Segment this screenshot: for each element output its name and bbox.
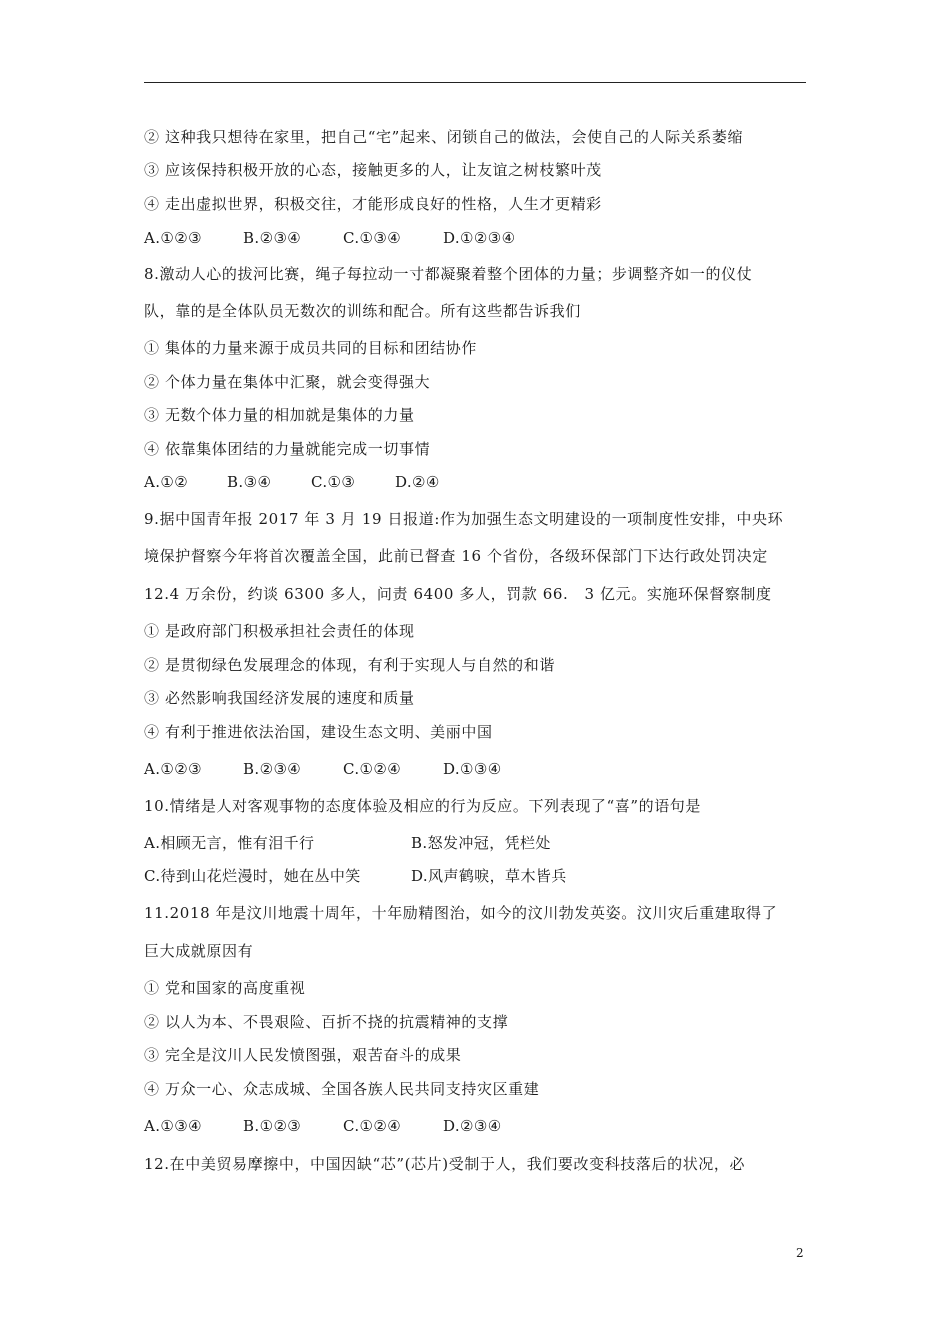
q7-option-c: C.①③④ <box>343 229 402 247</box>
q11-stem-line-2: 巨大成就原因有 <box>144 942 254 960</box>
q10-option-b: B.怒发冲冠，凭栏处 <box>411 834 551 852</box>
q11-option-b: B.①②③ <box>243 1117 302 1135</box>
q12-stem-line-1: 12.在中美贸易摩擦中，中国因缺“芯”(芯片)受制于人，我们要改变科技落后的状况，必 <box>144 1155 746 1173</box>
q9-statement-3: ③ 必然影响我国经济发展的速度和质量 <box>144 689 415 707</box>
q9-stem-line-2: 境保护督察今年将首次覆盖全国，此前已督查 16 个省份，各级环保部门下达行政处罚决定 <box>144 547 768 565</box>
q9-stem-line-3: 12.4 万余份，约谈 6300 多人，问责 6400 多人，罚款 66. 3 亿元。实施环保督察制度 <box>144 585 772 603</box>
q8-statement-3: ③ 无数个体力量的相加就是集体的力量 <box>144 406 415 424</box>
q10-option-d: D.风声鹤唳，草木皆兵 <box>411 867 567 885</box>
q9-option-c: C.①②④ <box>343 760 402 778</box>
q11-statement-2: ② 以人为本、不畏艰险、百折不挠的抗震精神的支撑 <box>144 1013 509 1031</box>
q8-option-d: D.②④ <box>395 473 440 491</box>
q8-option-c: C.①③ <box>311 473 356 491</box>
q8-statement-4: ④ 依靠集体团结的力量就能完成一切事情 <box>144 440 431 458</box>
q10-stem: 10.情绪是人对客观事物的态度体验及相应的行为反应。下列表现了“喜”的语句是 <box>144 797 701 815</box>
q8-option-a: A.①② <box>144 473 189 491</box>
q11-statement-4: ④ 万众一心、众志成城、全国各族人民共同支持灾区重建 <box>144 1080 540 1098</box>
q8-statement-2: ② 个体力量在集体中汇聚，就会变得强大 <box>144 373 431 391</box>
q11-option-d: D.②③④ <box>443 1117 502 1135</box>
q8-statement-1: ① 集体的力量来源于成员共同的目标和团结协作 <box>144 339 477 357</box>
q10-option-a: A.相顾无言，惟有泪千行 <box>144 834 315 852</box>
q9-statement-2: ② 是贯彻绿色发展理念的体现，有利于实现人与自然的和谐 <box>144 656 555 674</box>
q11-statement-3: ③ 完全是汶川人民发愤图强，艰苦奋斗的成果 <box>144 1046 462 1064</box>
q7-statement-4: ④ 走出虚拟世界，积极交往，才能形成良好的性格，人生才更精彩 <box>144 195 602 213</box>
q7-option-b: B.②③④ <box>243 229 302 247</box>
q8-stem-line-2: 队，靠的是全体队员无数次的训练和配合。所有这些都告诉我们 <box>144 302 581 320</box>
q11-stem-line-1: 11.2018 年是汶川地震十周年，十年励精图治，如今的汶川勃发英姿。汶川灾后重建取得了 <box>144 904 778 922</box>
page-number: 2 <box>796 1246 804 1260</box>
q11-option-c: C.①②④ <box>343 1117 402 1135</box>
q11-option-a: A.①③④ <box>144 1117 202 1135</box>
q8-option-b: B.③④ <box>227 473 272 491</box>
q9-option-b: B.②③④ <box>243 760 302 778</box>
q7-option-a: A.①②③ <box>144 229 202 247</box>
q9-option-d: D.①③④ <box>443 760 502 778</box>
q10-option-c: C.待到山花烂漫时，她在丛中笑 <box>144 867 361 885</box>
q7-statement-2: ② 这种我只想待在家里，把自己“宅”起来、闭锁自己的做法，会使自己的人际关系萎缩 <box>144 128 744 146</box>
q7-option-d: D.①②③④ <box>443 229 516 247</box>
header-rule <box>144 82 806 83</box>
q8-stem-line-1: 8.激动人心的拔河比赛，绳子每拉动一寸都凝聚着整个团体的力量；步调整齐如一的仪仗 <box>144 265 753 283</box>
q7-statement-3: ③ 应该保持积极开放的心态，接触更多的人，让友谊之树枝繁叶茂 <box>144 161 602 179</box>
q9-stem-line-1: 9.据中国青年报 2017 年 3 月 19 日报道:作为加强生态文明建设的一项制度性安排，中央环 <box>144 510 784 528</box>
q9-option-a: A.①②③ <box>144 760 202 778</box>
q9-statement-1: ① 是政府部门积极承担社会责任的体现 <box>144 622 415 640</box>
q11-statement-1: ① 党和国家的高度重视 <box>144 979 306 997</box>
q9-statement-4: ④ 有利于推进依法治国，建设生态文明、美丽中国 <box>144 723 493 741</box>
